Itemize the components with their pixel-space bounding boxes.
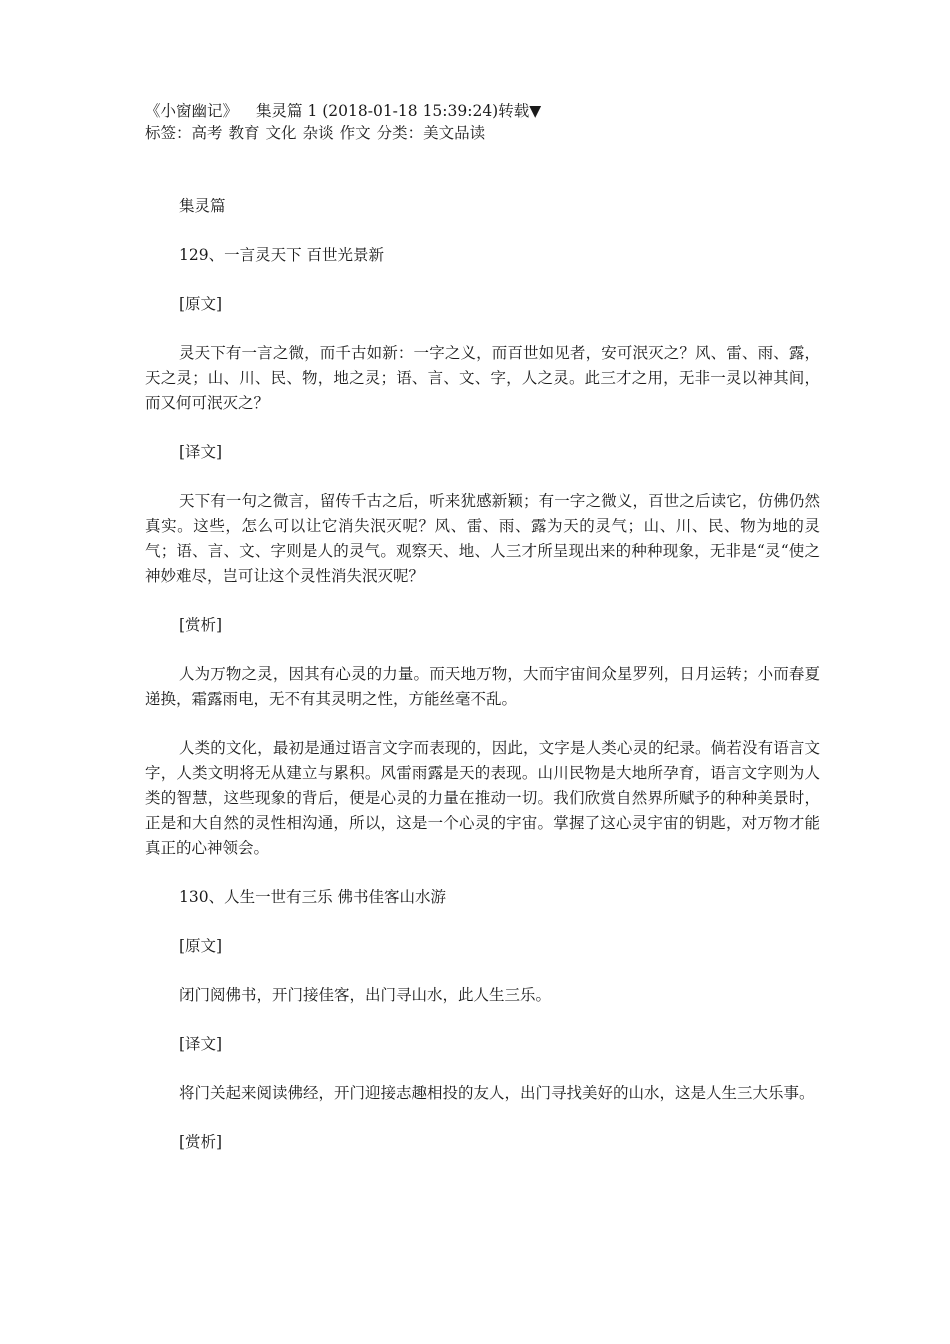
tag-link[interactable]: 杂谈 xyxy=(302,124,334,142)
analysis-text: 人类的文化，最初是通过语言文字而表现的，因此，文字是人类心灵的纪录。倘若没有语言文字，人类文明将无从建立与累积。风雷雨露是天的表现。山川民物是大地所孕育，语言文字则为人类的智慧，这些现象的背后，便是心灵的力量在推动一切。我们欣赏自然界所赋予的种种美景时，正是和大自然的灵性相沟通，所以，这是一个心灵的宇宙。掌握了这心灵宇宙的钥匙，对万物才能真正的心神领会。 xyxy=(145,739,820,857)
translation-text: 将门关起来阅读佛经，开门迎接志趣相投的友人，出门寻找美好的山水，这是人生三大乐事。 xyxy=(179,1084,815,1102)
category-label: 分类： xyxy=(376,124,424,142)
post-title[interactable]: 集灵篇 1 (2018-01-18 15:39:24)转载▼ xyxy=(256,102,542,120)
original-label: [原文] xyxy=(179,295,223,313)
article-body xyxy=(145,194,820,1155)
translation-label: [译文] xyxy=(179,1035,223,1053)
original-text: 闭门阅佛书，开门接佳客，出门寻山水，此人生三乐。 xyxy=(179,986,552,1004)
category-link[interactable]: 美文品读 xyxy=(423,124,486,142)
analysis-text: 人为万物之灵，因其有心灵的力量。而天地万物，大而宇宙间众星罗列，日月运转；小而春夏递换，霜露雨电，无不有其灵明之性，方能丝毫不乱。 xyxy=(145,665,820,708)
entry-heading: 129、一言灵天下 百世光景新 xyxy=(179,246,385,264)
tag-link[interactable]: 高考 xyxy=(191,124,223,142)
tag-link[interactable]: 教育 xyxy=(228,124,260,142)
post-meta xyxy=(145,122,820,144)
translation-label: [译文] xyxy=(179,443,223,461)
tag-link[interactable]: 文化 xyxy=(265,124,297,142)
translation-text: 天下有一句之微言，留传千古之后，听来犹感新颖；有一字之微义，百世之后读它，仿佛仍然真实。这些，怎么可以让它消失泯灭呢？风、雷、雨、露为天的灵气；山、川、民、物为地的灵气；语、言、文、字则是人的灵气。观察天、地、人三才所呈现出来的种种现象，无非是“灵“使之神妙难尽，岂可让这个灵性消失泯灭呢？ xyxy=(145,492,820,585)
analysis-label: [赏析] xyxy=(179,1133,223,1151)
book-title: 《小窗幽记》 xyxy=(145,102,239,120)
section-title: 集灵篇 xyxy=(179,197,226,215)
post-header xyxy=(145,100,820,122)
original-label: [原文] xyxy=(179,937,223,955)
document-page xyxy=(145,100,820,1179)
original-text: 灵天下有一言之微，而千古如新：一字之义，而百世如见者，安可泯灭之？风、雷、雨、露，天之灵；山、川、民、物，地之灵；语、言、文、字，人之灵。此三才之用，无非一灵以神其间，而又何可泯灭之？ xyxy=(145,344,820,412)
analysis-label: [赏析] xyxy=(179,616,223,634)
tag-link[interactable]: 作文 xyxy=(339,124,371,142)
entry-heading: 130、人生一世有三乐 佛书佳客山水游 xyxy=(179,888,447,906)
tags-label: 标签： xyxy=(145,124,192,142)
